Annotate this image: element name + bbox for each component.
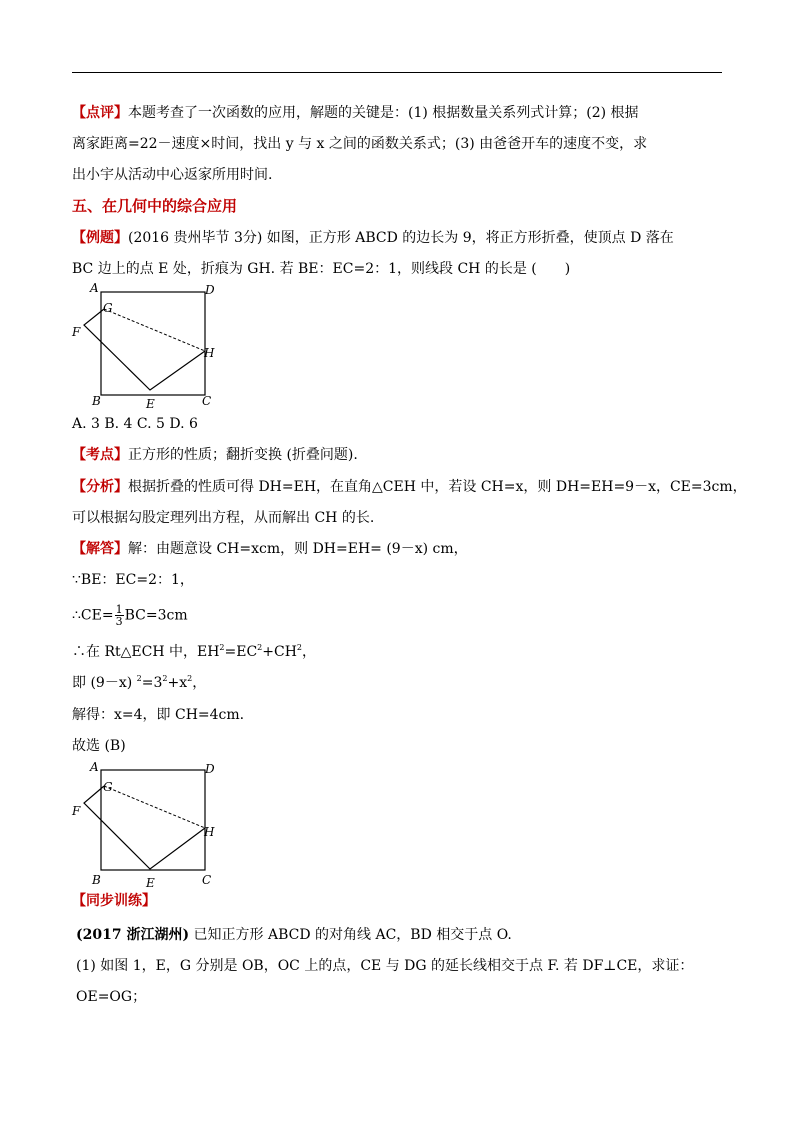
practice-line-3: OE=OG；	[76, 989, 147, 1005]
example-line-2: BC 边上的点 E 处，折痕为 GH. 若 BE：EC=2：1，则线段 CH 的长是 ( )	[72, 261, 571, 277]
label-g: G	[103, 780, 113, 794]
label-d: D	[205, 283, 215, 297]
crease-gh	[104, 786, 205, 828]
fenxi-line-1: 【分析】根据折叠的性质可得 DH=EH，在直角△CEH 中，若设 CH=x，则 DH=EH=9－x，CE=3cm，	[72, 479, 747, 495]
label-g: G	[103, 301, 113, 315]
comment-tag: 【点评】	[72, 105, 128, 121]
fenxi-tag: 【分析】	[72, 479, 128, 495]
jieda-line-3: ∴CE= $\frac{1}{3}$ BC=3cm	[72, 603, 188, 628]
fraction-one-third: $\frac{1}{3}$	[115, 603, 123, 628]
folded-edge	[84, 309, 205, 390]
jieda-tag: 【解答】	[72, 541, 128, 557]
label-f: F	[72, 804, 81, 818]
example-tag: 【例题】	[72, 230, 128, 246]
jieda-line-4: ∴在 Rt△ECH 中，$EH^2=EC^2+CH^2$，	[72, 643, 317, 660]
fenxi-line-2: 可以根据勾股定理列出方程，从而解出 CH 的长.	[72, 510, 375, 526]
practice-source: (2017 浙江湖州)	[76, 927, 190, 943]
label-e: E	[146, 397, 155, 411]
label-h: H	[204, 825, 215, 839]
kaodian-line: 【考点】正方形的性质；翻折变换 (折叠问题).	[72, 447, 358, 463]
fold-figure-2	[70, 760, 230, 890]
comment-line-3: 出小宇从活动中心返家所用时间.	[72, 167, 273, 183]
answer-options: A. 3 B. 4 C. 5 D. 6	[72, 416, 198, 432]
section-title: 五、在几何中的综合应用	[72, 197, 238, 215]
comment-line-2: 离家距离=22－速度×时间，找出 y 与 x 之间的函数关系式；(3) 由爸爸开车的速度不变，求	[72, 136, 648, 152]
practice-line-1: (2017 浙江湖州) 已知正方形 ABCD 的对角线 AC，BD 相交于点 O.	[76, 927, 512, 943]
jieda-line-2: ∵BE：EC=2：1，	[72, 572, 194, 588]
label-b: B	[92, 873, 101, 887]
label-c: C	[202, 873, 212, 887]
fold-figure-1	[70, 282, 230, 412]
kaodian-tag: 【考点】	[72, 447, 128, 463]
folded-edge	[84, 786, 205, 869]
label-f: F	[72, 325, 81, 339]
square-outline	[101, 292, 205, 395]
jieda-line-7: 故选 (B)	[72, 738, 126, 754]
comment-line-1: 【点评】本题考查了一次函数的应用，解题的关键是：(1) 根据数量关系列式计算；(2) 根据	[72, 105, 639, 121]
sync-training-tag: 【同步训练】	[72, 893, 156, 909]
crease-gh	[104, 309, 205, 351]
label-a: A	[90, 282, 99, 295]
example-line-1: 【例题】(2016 贵州毕节 3分) 如图，正方形 ABCD 的边长为 9，将正方形折叠，使顶点 D 落在	[72, 230, 674, 246]
square-outline	[101, 770, 205, 870]
label-a: A	[90, 760, 99, 774]
label-b: B	[92, 394, 101, 408]
header-rule	[72, 72, 722, 73]
label-h: H	[204, 346, 215, 360]
jieda-line-5: 即 (9－x) $^2=3^2+x^2$，	[72, 674, 207, 691]
jieda-line-6: 解得：x=4，即 CH=4cm.	[72, 707, 245, 723]
label-e: E	[146, 876, 155, 890]
label-d: D	[205, 762, 215, 776]
practice-line-2: (1) 如图 1，E，G 分别是 OB，OC 上的点，CE 与 DG 的延长线相交于点 F. 若 DF⊥CE，求证：	[76, 958, 694, 974]
jieda-line-1: 【解答】解：由题意设 CH=xcm，则 DH=EH= (9－x) cm，	[72, 541, 468, 557]
label-c: C	[202, 394, 212, 408]
